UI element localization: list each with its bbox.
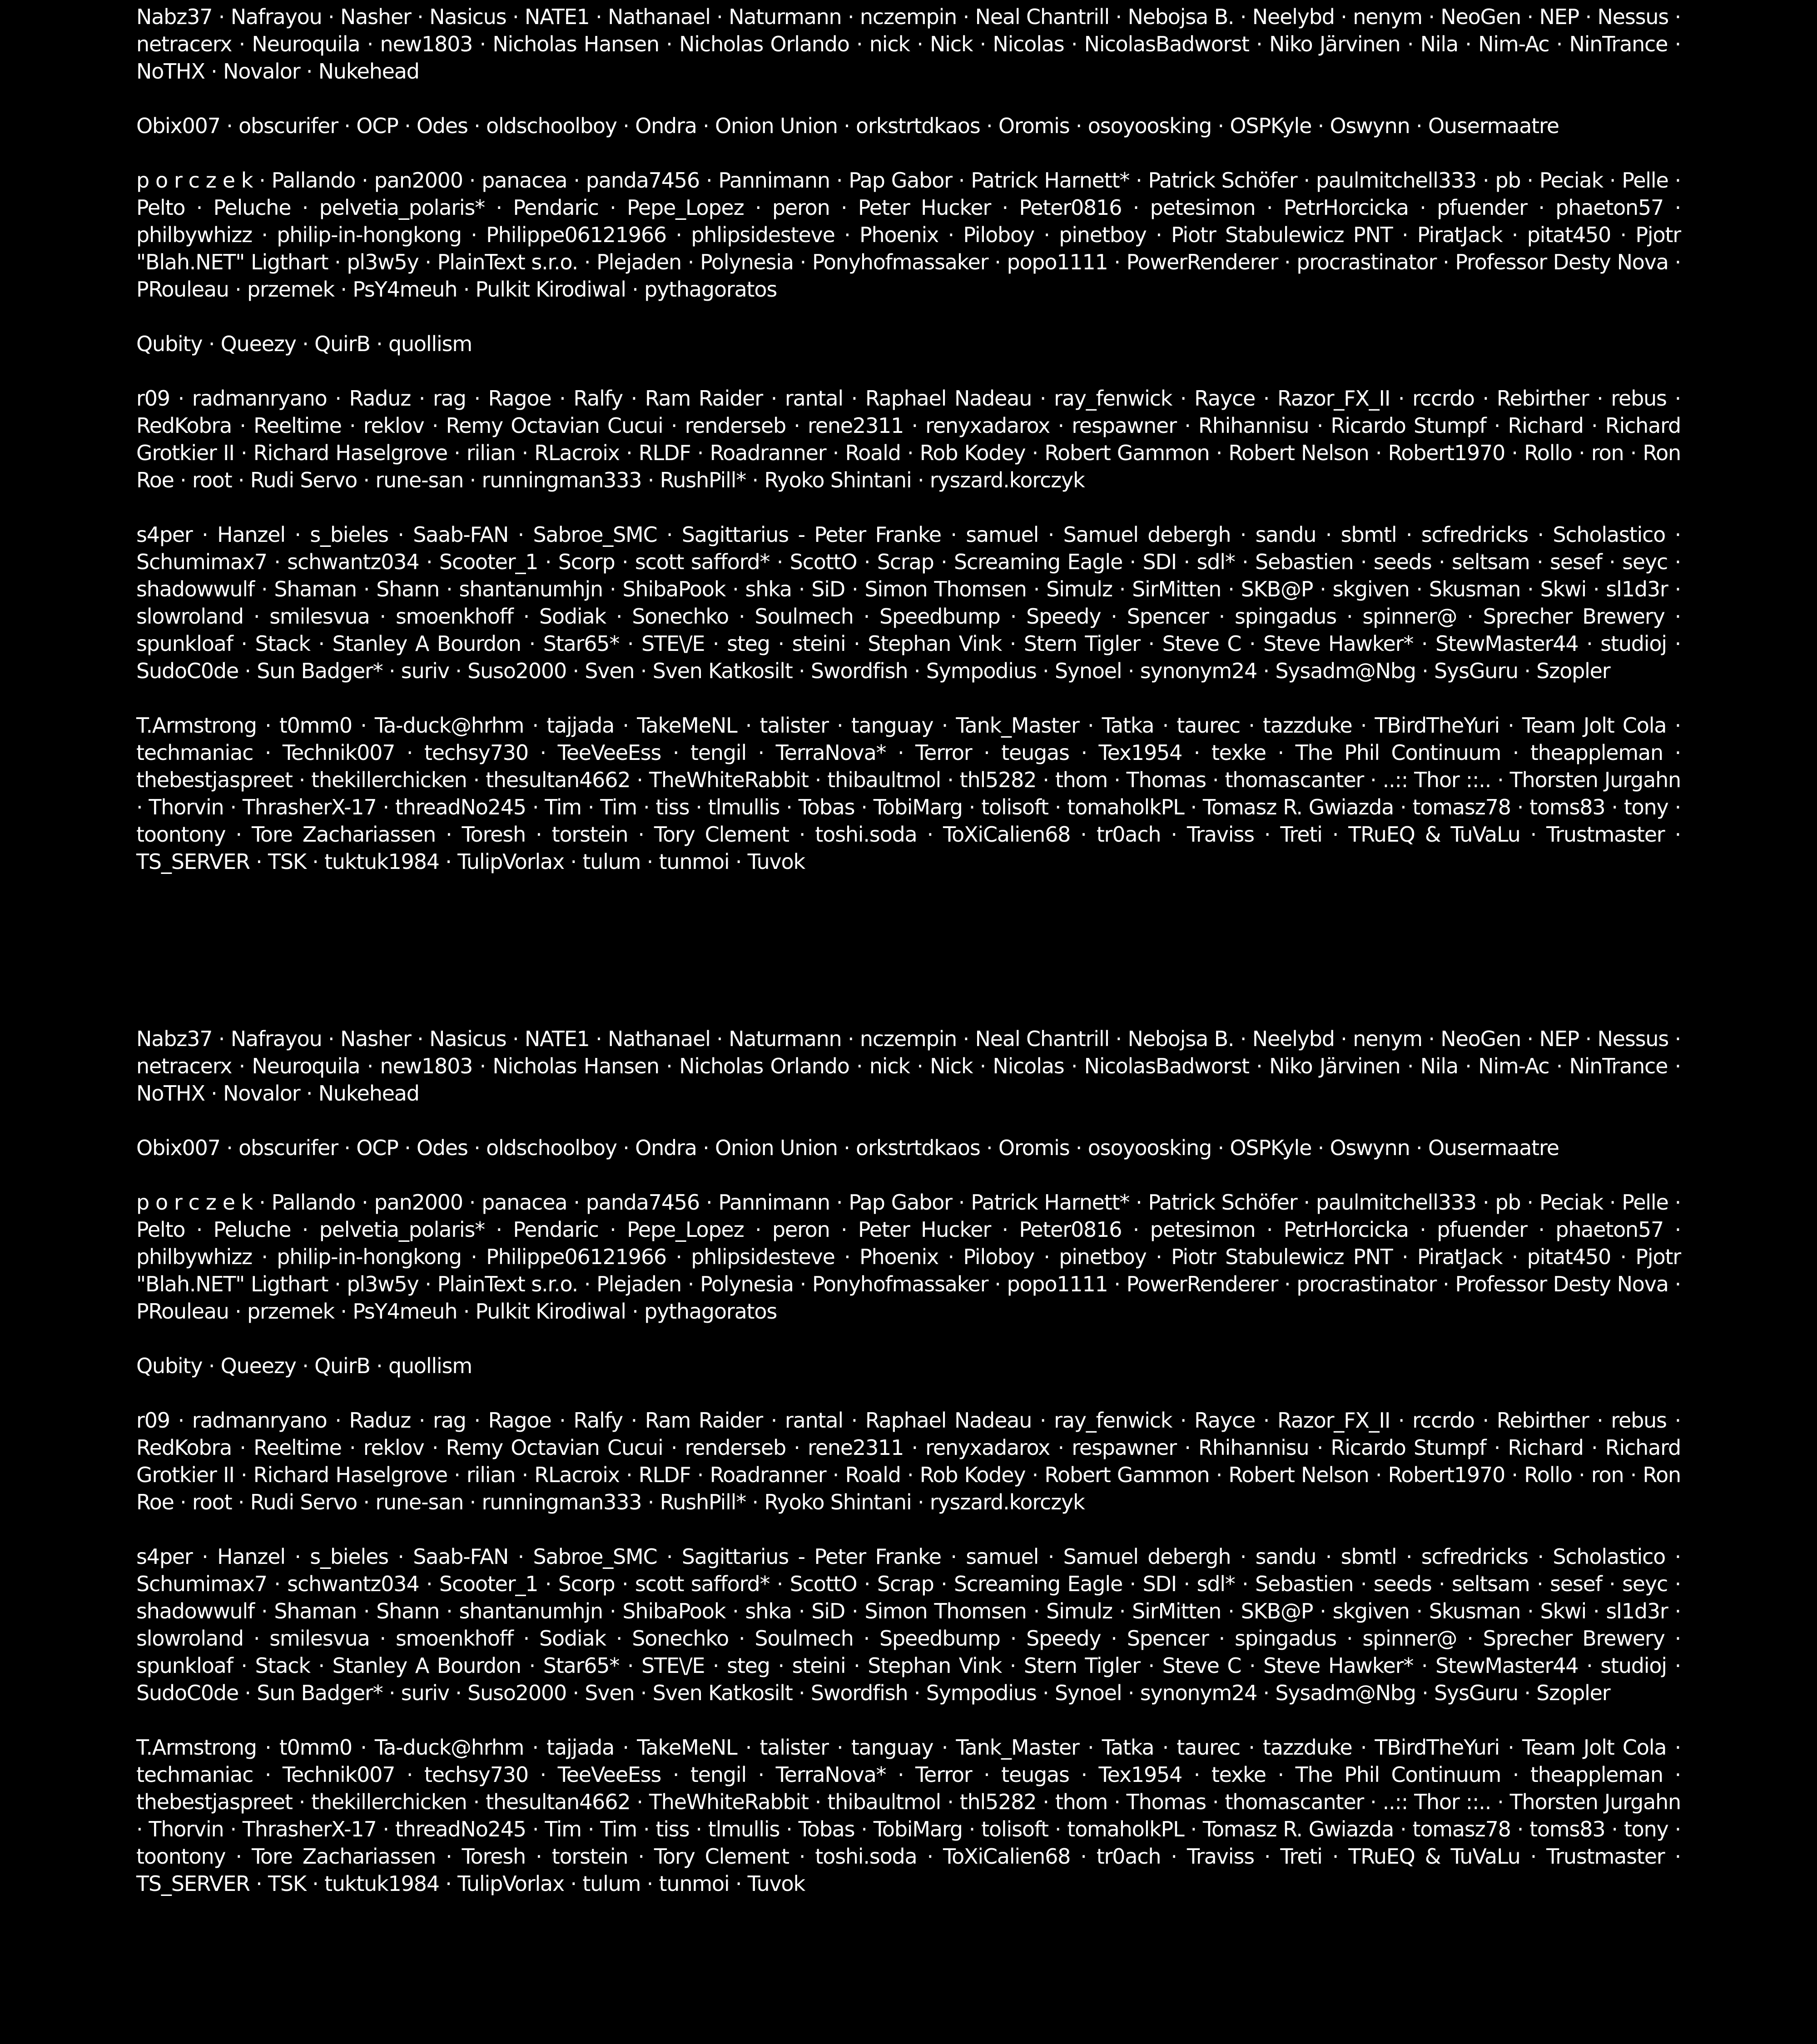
credits-section-q: Qubity · Queezy · QuirB · quollism [136,332,472,356]
credits-section-o: Obix007 · obscurifer · OCP · Odes · oldschoolboy · Ondra · Onion Union · orkstrtdkaos · Oromis · osoyoosking · OSPKyle · Oswynn · Ousermaatre [136,1136,1559,1160]
credits-section-q: Qubity · Queezy · QuirB · quollism [136,1354,472,1378]
credits-section-t: T.Armstrong · t0mm0 · Ta-duck@hrhm · tajjada · TakeMeNL · talister · tanguay · Tank_Master · Tatka · taurec · tazzduke · TBirdTheYuri · Team Jolt Cola · techmaniac · Technik007 · techsy730 · TeeVeeEss · tengil · TerraNova* · Terror · teugas · Tex1954 · texke · The Phil Continuum · theappleman · thebestjaspreet · thekillerchicken · thesultan4662 · TheWhiteRabbit · thibaultmol · thl5282 · thom · Thomas · thomascanter · ..:: Thor ::.. · Thorsten Jurgahn · Thorvin · ThrasherX-17 · threadNo245 · Tim · Tim · tiss · tlmullis · Tobas · TobiMarg · tolisoft · tomaholkPL · Tomasz R. Gwiazda · tomasz78 · toms83 · tony · toontony · Tore Zachariassen · Toresh · torstein · Tory Clement · toshi.soda · ToXiCalien68 · tr0ach · Traviss · Treti · TRuEQ & TuVaLu · Trustmaster · TS_SERVER · TSK · tuktuk1984 · TulipVorlax · tulum · tunmoi · Tuvok [136,1735,1681,1896]
credits-section-s: s4per · Hanzel · s_bieles · Saab-FAN · Sabroe_SMC · Sagittarius - Peter Franke · samuel · Samuel debergh · sandu · sbmtl · scfredricks · Scholastico · Schumimax7 · schwantz034 · Scooter_1 · Scorp · scott safford* · ScottO · Scrap · Screaming Eagle · SDI · sdl* · Sebastien · seeds · seltsam · sesef · seyc · shadowwulf · Shaman · Shann · shantanumhjn · ShibaPook · shka · SiD · Simon Thomsen · Simulz · SirMitten · SKB@P · skgiven · Skusman · Skwi · sl1d3r · slowroland · smilesvua · smoenkhoff · Sodiak · Sonechko · Soulmech · Speedbump · Speedy · Spencer · spingadus · spinner@ · Sprecher Brewery · spunkloaf · Stack · Stanley A Bourdon · Star65* · STE\/E · steg · steini · Stephan Vink · Stern Tigler · Steve C · Steve Hawker* · StewMaster44 · studioj · SudoC0de · Sun Badger* · suriv · Suso2000 · Sven · Sven Katkosilt · Swordfish · Sympodius · Synoel · synonym24 · Sysadm@Nbg · SysGuru · Szopler [136,522,1681,683]
credits-section-r: r09 · radmanryano · Raduz · rag · Ragoe · Ralfy · Ram Raider · rantal · Raphael Nadeau · ray_fenwick · Rayce · Razor_FX_II · rccrdo · Rebirther · rebus · RedKobra · Reeltime · reklov · Remy Octavian Cucui · renderseb · rene2311 · renyxadarox · respawner · Rhihannisu · Ricardo Stumpf · Richard · Richard Grotkier II · Richard Haselgrove · rilian · RLacroix · RLDF · Roadranner · Roald · Rob Kodey · Robert Gammon · Robert Nelson · Robert1970 · Rollo · ron · Ron Roe · root · Rudi Servo · rune-san · runningman333 · RushPill* · Ryoko Shintani · ryszard.korczyk [136,386,1681,492]
credits-section-o: Obix007 · obscurifer · OCP · Odes · oldschoolboy · Ondra · Onion Union · orkstrtdkaos · Oromis · osoyoosking · OSPKyle · Oswynn · Ousermaatre [136,114,1559,138]
credits-section-p: p o r c z e k · Pallando · pan2000 · panacea · panda7456 · Pannimann · Pap Gabor · Patrick Harnett* · Patrick Schöfer · paulmitchell333 · pb · Peciak · Pelle · Pelto · Peluche · pelvetia_polaris* · Pendaric · Pepe_Lopez · peron · Peter Hucker · Peter0816 · petesimon · PetrHorcicka · pfuender · phaeton57 · philbywhizz · philip-in-hongkong · Philippe06121966 · phlipsidesteve · Phoenix · Piloboy · pinetboy · Piotr Stabulewicz PNT · PiratJack · pitat450 · Pjotr "Blah.NET" Ligthart · pl3w5y · PlainText s.r.o. · Plejaden · Polynesia · Ponyhofmassaker · popo1111 · PowerRenderer · procrastinator · Professor Desty Nova · PRouleau · przemek · PsY4meuh · Pulkit Kirodiwal · pythagoratos [136,1190,1681,1324]
credits-section-s: s4per · Hanzel · s_bieles · Saab-FAN · Sabroe_SMC · Sagittarius - Peter Franke · samuel · Samuel debergh · sandu · sbmtl · scfredricks · Scholastico · Schumimax7 · schwantz034 · Scooter_1 · Scorp · scott safford* · ScottO · Scrap · Screaming Eagle · SDI · sdl* · Sebastien · seeds · seltsam · sesef · seyc · shadowwulf · Shaman · Shann · shantanumhjn · ShibaPook · shka · SiD · Simon Thomsen · Simulz · SirMitten · SKB@P · skgiven · Skusman · Skwi · sl1d3r · slowroland · smilesvua · smoenkhoff · Sodiak · Sonechko · Soulmech · Speedbump · Speedy · Spencer · spingadus · spinner@ · Sprecher Brewery · spunkloaf · Stack · Stanley A Bourdon · Star65* · STE\/E · steg · steini · Stephan Vink · Stern Tigler · Steve C · Steve Hawker* · StewMaster44 · studioj · SudoC0de · Sun Badger* · suriv · Suso2000 · Sven · Sven Katkosilt · Swordfish · Sympodius · Synoel · synonym24 · Sysadm@Nbg · SysGuru · Szopler [136,1544,1681,1705]
credits-section-p: p o r c z e k · Pallando · pan2000 · panacea · panda7456 · Pannimann · Pap Gabor · Patrick Harnett* · Patrick Schöfer · paulmitchell333 · pb · Peciak · Pelle · Pelto · Peluche · pelvetia_polaris* · Pendaric · Pepe_Lopez · peron · Peter Hucker · Peter0816 · petesimon · PetrHorcicka · pfuender · phaeton57 · philbywhizz · philip-in-hongkong · Philippe06121966 · phlipsidesteve · Phoenix · Piloboy · pinetboy · Piotr Stabulewicz PNT · PiratJack · pitat450 · Pjotr "Blah.NET" Ligthart · pl3w5y · PlainText s.r.o. · Plejaden · Polynesia · Ponyhofmassaker · popo1111 · PowerRenderer · procrastinator · Professor Desty Nova · PRouleau · przemek · PsY4meuh · Pulkit Kirodiwal · pythagoratos [136,168,1681,302]
credits-section-n: Nabz37 · Nafrayou · Nasher · Nasicus · NATE1 · Nathanael · Naturmann · nczempin · Neal Chantrill · Nebojsa B. · Neelybd · nenym · NeoGen · NEP · Nessus · netracerx · Neuroquila · new1803 · Nicholas Hansen · Nicholas Orlando · nick · Nick · Nicolas · NicolasBadworst · Niko Järvinen · Nila · Nim-Ac · NinTrance · NoTHX · Novalor · Nukehead [136,5,1681,84]
credits-section-n: Nabz37 · Nafrayou · Nasher · Nasicus · NATE1 · Nathanael · Naturmann · nczempin · Neal Chantrill · Nebojsa B. · Neelybd · nenym · NeoGen · NEP · Nessus · netracerx · Neuroquila · new1803 · Nicholas Hansen · Nicholas Orlando · nick · Nick · Nicolas · NicolasBadworst · Niko Järvinen · Nila · Nim-Ac · NinTrance · NoTHX · Novalor · Nukehead [136,1027,1681,1106]
credits-section-t: T.Armstrong · t0mm0 · Ta-duck@hrhm · tajjada · TakeMeNL · talister · tanguay · Tank_Master · Tatka · taurec · tazzduke · TBirdTheYuri · Team Jolt Cola · techmaniac · Technik007 · techsy730 · TeeVeeEss · tengil · TerraNova* · Terror · teugas · Tex1954 · texke · The Phil Continuum · theappleman · thebestjaspreet · thekillerchicken · thesultan4662 · TheWhiteRabbit · thibaultmol · thl5282 · thom · Thomas · thomascanter · ..:: Thor ::.. · Thorsten Jurgahn · Thorvin · ThrasherX-17 · threadNo245 · Tim · Tim · tiss · tlmullis · Tobas · TobiMarg · tolisoft · tomaholkPL · Tomasz R. Gwiazda · tomasz78 · toms83 · tony · toontony · Tore Zachariassen · Toresh · torstein · Tory Clement · toshi.soda · ToXiCalien68 · tr0ach · Traviss · Treti · TRuEQ & TuVaLu · Trustmaster · TS_SERVER · TSK · tuktuk1984 · TulipVorlax · tulum · tunmoi · Tuvok [136,713,1681,874]
credits-section-r: r09 · radmanryano · Raduz · rag · Ragoe · Ralfy · Ram Raider · rantal · Raphael Nadeau · ray_fenwick · Rayce · Razor_FX_II · rccrdo · Rebirther · rebus · RedKobra · Reeltime · reklov · Remy Octavian Cucui · renderseb · rene2311 · renyxadarox · respawner · Rhihannisu · Ricardo Stumpf · Richard · Richard Grotkier II · Richard Haselgrove · rilian · RLacroix · RLDF · Roadranner · Roald · Rob Kodey · Robert Gammon · Robert Nelson · Robert1970 · Rollo · ron · Ron Roe · root · Rudi Servo · rune-san · runningman333 · RushPill* · Ryoko Shintani · ryszard.korczyk [136,1408,1681,1514]
credits-block-2 [0,1022,1817,2044]
